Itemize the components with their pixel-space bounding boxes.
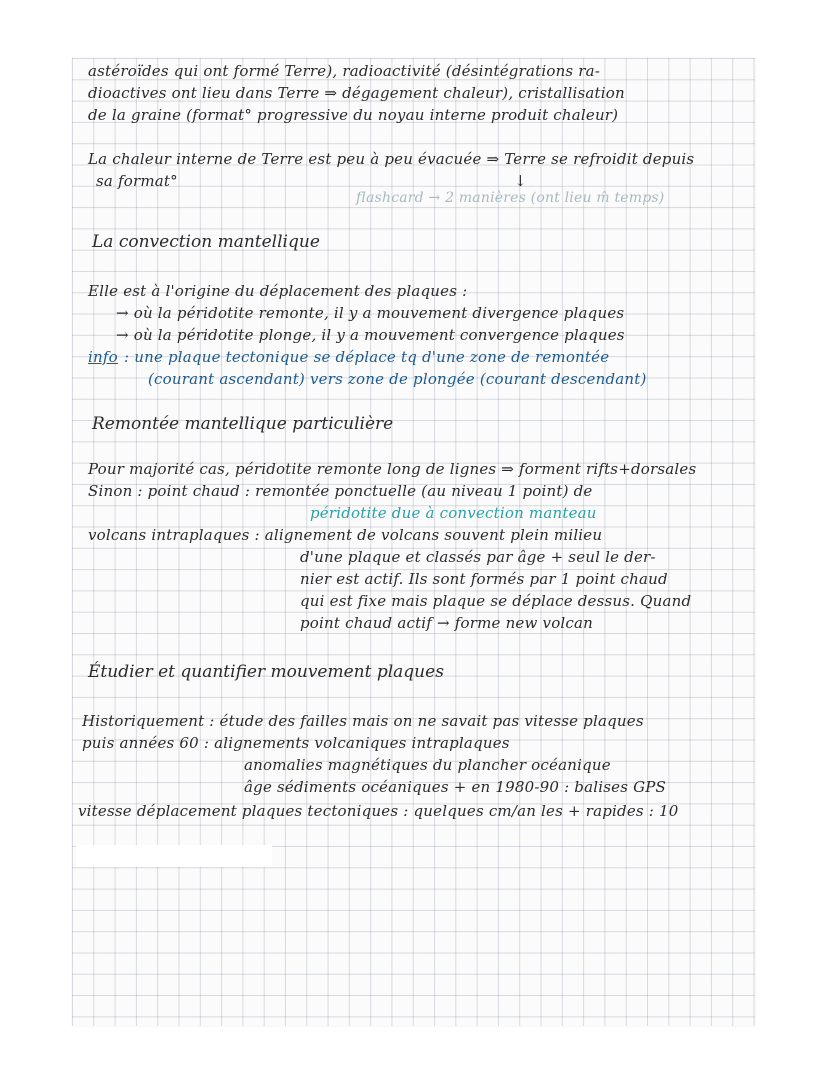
remontee-line-3: péridotite due à convection manteau [310,504,597,522]
remontee-line-8: point chaud actif → forme new volcan [300,614,594,632]
quantifier-line-1: Historiquement : étude des failles mais on ne savait pas vitesse plaques [82,712,644,730]
heading-convection-mantellique [92,232,320,252]
heading-remontee-mantellique [92,414,393,434]
convection-line-3: → où la péridotite plonge, il y a mouvement convergence plaques [116,326,625,344]
heading-text: La convection mantellique [92,232,320,252]
chaleur-arrow: ↓ [514,172,527,190]
remontee-line-5: d'une plaque et classés par âge + seul le der- [300,548,656,566]
quantifier-line-3: anomalies magnétiques du plancher océanique [244,756,611,774]
remontee-line-4: volcans intraplaques : alignement de volcans souvent plein milieu [88,526,603,544]
heading-etudier-quantifier [88,662,444,682]
intro-line-2: dioactives ont lieu dans Terre ⇒ dégagement chaleur), cristallisation [88,84,625,102]
convection-line-2: → où la péridotite remonte, il y a mouvement divergence plaques [116,304,625,322]
white-patch [76,845,272,867]
info-line-1: : une plaque tectonique se déplace tq d'une zone de remontée [124,348,610,366]
convection-line-1: Elle est à l'origine du déplacement des plaques : [88,282,468,300]
remontee-line-7: qui est fixe mais plaque se déplace dessus. Quand [300,592,692,610]
intro-line-3: de la graine (format° progressive du noyau interne produit chaleur) [88,106,619,124]
heading-text: Étudier et quantifier mouvement plaques [88,662,444,682]
intro-line-1: astéroïdes qui ont formé Terre), radioactivité (désintégrations ra- [88,62,601,80]
remontee-line-6: nier est actif. Ils sont formés par 1 point chaud [300,570,668,588]
info-line-2: (courant ascendant) vers zone de plongée (courant descendant) [148,370,647,388]
chaleur-line-1: La chaleur interne de Terre est peu à peu évacuée ⇒ Terre se refroidit depuis [88,150,695,168]
chaleur-line-2: sa format° [96,172,178,190]
flashcard-note: flashcard → 2 manières (ont lieu m̂ temps) [356,190,665,206]
heading-text: Remontée mantellique particulière [92,414,394,434]
remontee-line-1: Pour majorité cas, péridotite remonte long de lignes ⇒ forment rifts+dorsales [88,460,697,478]
quantifier-line-5: vitesse déplacement plaques tectoniques : quelques cm/an les + rapides : 10 [78,802,679,820]
remontee-line-2: Sinon : point chaud : remontée ponctuelle (au niveau 1 point) de [88,482,593,500]
quantifier-line-2: puis années 60 : alignements volcaniques intraplaques [82,734,510,752]
info-label: info [88,348,118,366]
quantifier-line-4: âge sédiments océaniques + en 1980-90 : balises GPS [244,778,667,796]
